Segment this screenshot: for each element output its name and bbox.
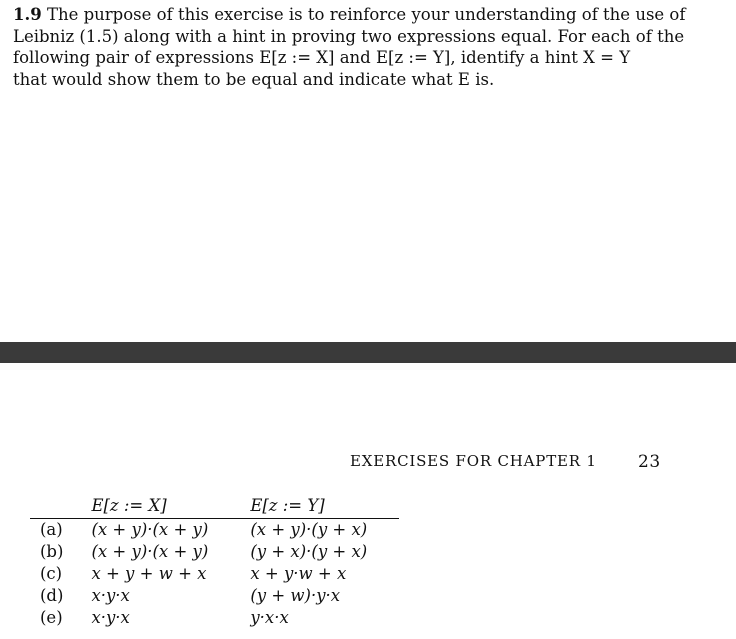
- expr-y: (x + y)·(y + x): [250, 520, 368, 539]
- expr-x: (x + y)·(x + y): [91, 520, 209, 539]
- table-header-row: [30, 495, 399, 519]
- exercise-line-3: following pair of expressions E[z := X] and E[z := Y], identify a hint X = Y: [13, 48, 631, 67]
- column-header-y: E[z := Y]: [240, 495, 399, 519]
- exercise-number: 1.9: [13, 5, 42, 24]
- chapter-header: EXERCISES FOR CHAPTER 1: [350, 452, 597, 470]
- table-row: [30, 607, 399, 629]
- table-row: [30, 563, 399, 585]
- row-label: (a): [40, 520, 63, 539]
- row-label: (d): [40, 586, 64, 605]
- expr-x: x + y + w + x: [91, 564, 207, 583]
- exercise-paragraph: [13, 4, 713, 90]
- column-header-x: E[z := X]: [81, 495, 240, 519]
- exercise-line-1: [13, 4, 713, 26]
- expr-y: y·x·x: [250, 608, 289, 627]
- row-label: (c): [40, 564, 63, 583]
- expr-y: x + y·w + x: [250, 564, 347, 583]
- table-row: [30, 585, 399, 607]
- expressions-table: [30, 495, 399, 629]
- table-row: [30, 519, 399, 542]
- expr-x: (x + y)·(x + y): [91, 542, 209, 561]
- page-number: 23: [638, 452, 661, 472]
- exercise-line-2: Leibniz (1.5) along with a hint in proving two expressions equal. For each of the: [13, 26, 685, 46]
- table-row: [30, 541, 399, 563]
- exercise-line-4: that would show them to be equal and indicate what E is.: [13, 69, 495, 89]
- row-label: (e): [40, 608, 63, 627]
- label-column-header: [30, 495, 81, 519]
- row-label: (b): [40, 542, 64, 561]
- exercise-text-1: The purpose of this exercise is to reinforce your understanding of the use of: [46, 5, 686, 24]
- expr-x: x·y·x: [91, 608, 130, 627]
- expr-y: (y + w)·y·x: [250, 586, 341, 605]
- expr-x: x·y·x: [91, 586, 130, 605]
- page-divider: [0, 342, 736, 363]
- expr-y: (y + x)·(y + x): [250, 542, 368, 561]
